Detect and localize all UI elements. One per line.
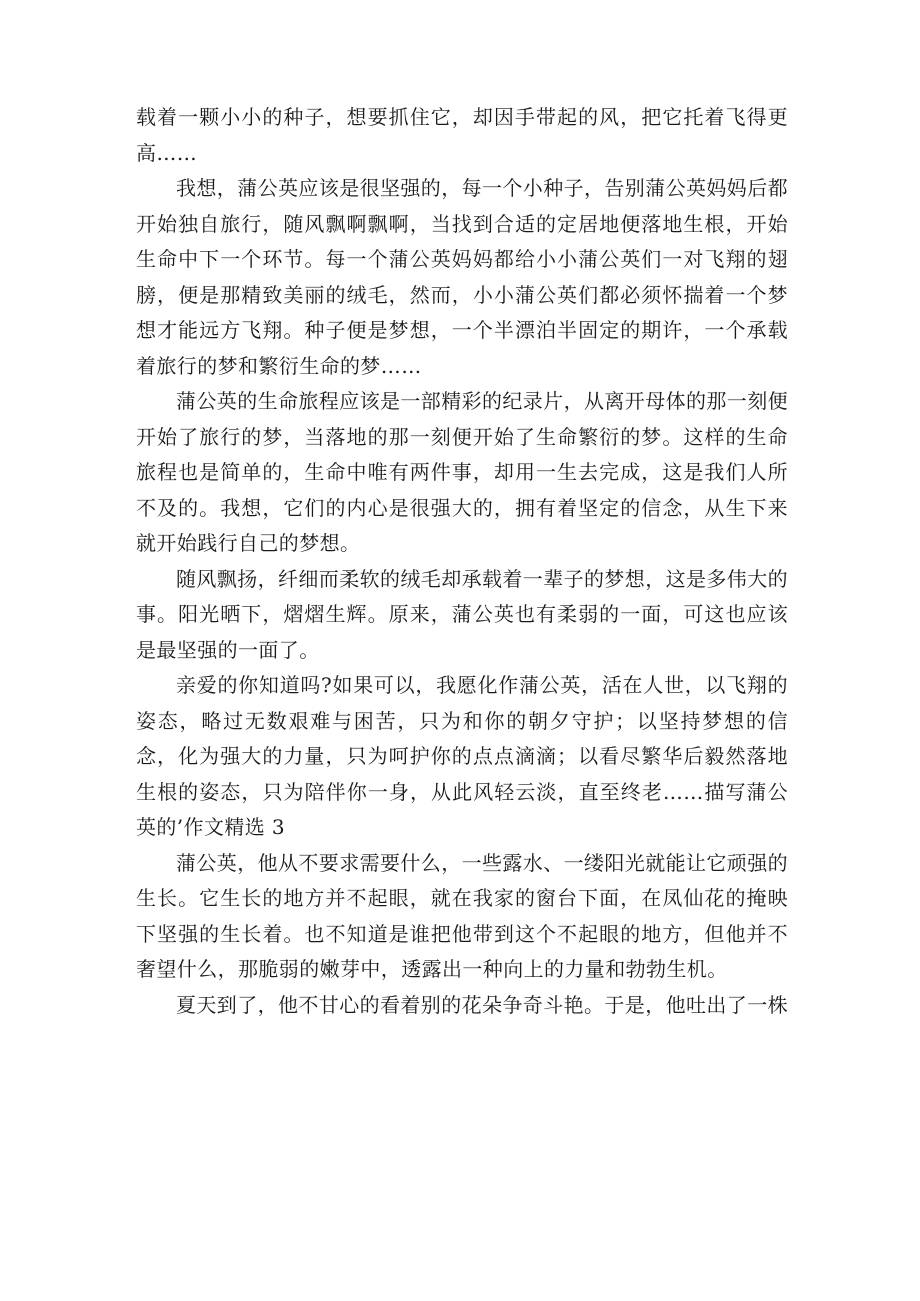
document-body [136, 100, 788, 1023]
paragraph: 亲爱的你知道吗?如果可以，我愿化作蒲公英，活在人世，以飞翔的姿态，略过无数艰难与困苦，只为和你的朝夕守护；以坚持梦想的信念，化为强大的力量，只为呵护你的点点滴滴；以看尽繁华后毅然落地生根的姿态，只为陪伴你一身，从此风轻云淡，直至终老……描写蒲公英的’作文精选 3 [136, 673, 788, 839]
paragraph: 蒲公英，他从不要求需要什么，一些露水、一缕阳光就能让它顽强的生长。它生长的地方并不起眼，就在我家的窗台下面，在凤仙花的掩映下坚强的生长着。也不知道是谁把他带到这个不起眼的地方，但他并不奢望什么，那脆弱的嫩芽中，透露出一种向上的力量和勃勃生机。 [136, 850, 788, 981]
paragraph: 我想，蒲公英应该是很坚强的，每一个小种子，告别蒲公英妈妈后都开始独自旅行，随风飘啊飘啊，当找到合适的定居地便落地生根，开始生命中下一个环节。每一个蒲公英妈妈都给小小蒲公英们一对飞翔的翅膀，便是那精致美丽的绒毛，然而，小小蒲公英们都必须怀揣着一个梦想才能远方飞翔。种子便是梦想，一个半漂泊半固定的期许，一个承载着旅行的梦和繁衍生命的梦…… [136, 176, 788, 378]
paragraph: 蒲公英的生命旅程应该是一部精彩的纪录片，从离开母体的那一刻便开始了旅行的梦，当落地的那一刻便开始了生命繁衍的梦。这样的生命旅程也是简单的，生命中唯有两件事，却用一生去完成，这是我们人所不及的。我想，它们的内心是很强大的，拥有着坚定的信念，从生下来就开始践行自己的梦想。 [136, 389, 788, 555]
paragraph: 随风飘扬，纤细而柔软的绒毛却承载着一辈子的梦想，这是多伟大的事。阳光晒下，熠熠生辉。原来，蒲公英也有柔弱的一面，可这也应该是最坚强的一面了。 [136, 566, 788, 662]
paragraph: 夏天到了，他不甘心的看着别的花朵争奇斗艳。于是，他吐出了一株 [176, 992, 788, 1017]
paragraph: 载着一颗小小的种子，想要抓住它，却因手带起的风，把它托着飞得更高…… [136, 105, 788, 165]
